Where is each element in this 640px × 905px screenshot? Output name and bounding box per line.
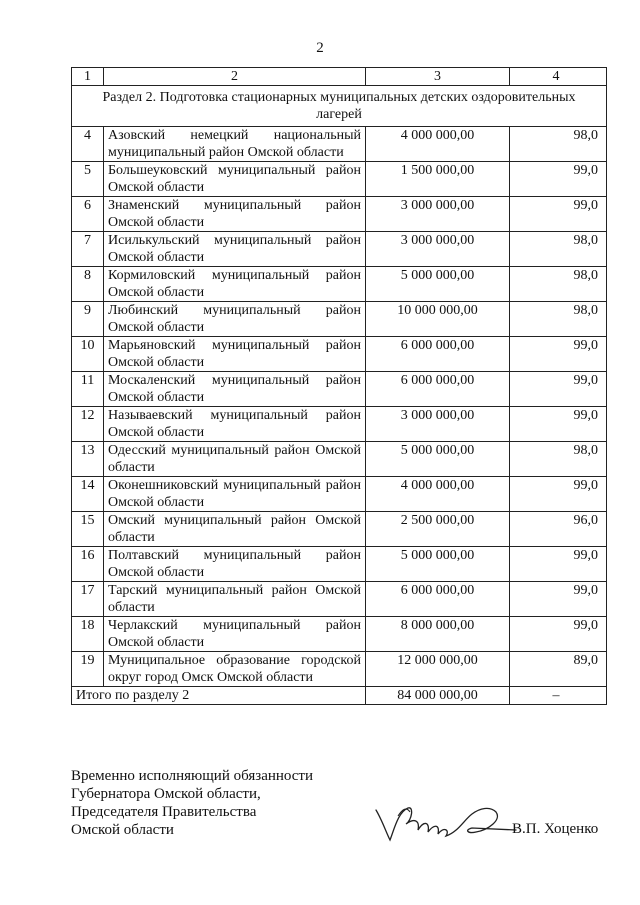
amount-cell: 5 000 000,00 [366,442,510,477]
funding-table [71,67,607,705]
row-number: 8 [72,267,104,302]
table-row [72,232,607,267]
signer-position-line-1: Временно исполняющий обязанности [71,768,314,784]
row-number: 9 [72,302,104,337]
row-number: 12 [72,407,104,442]
handwritten-signature [368,790,518,850]
page-number: 2 [316,40,324,56]
district-name: Москаленский муниципальный район Омской области [104,372,366,407]
header-cell-4: 4 [510,68,607,86]
amount-cell: 5 000 000,00 [366,267,510,302]
percent-cell: 98,0 [510,232,607,267]
percent-cell: 99,0 [510,197,607,232]
section-title-row [72,86,607,127]
table-row [72,477,607,512]
percent-cell: 99,0 [510,162,607,197]
percent-cell: 98,0 [510,442,607,477]
signer-position-line-3: Председателя Правительства [71,804,257,820]
percent-cell: 99,0 [510,337,607,372]
percent-cell: 98,0 [510,127,607,162]
district-name: Полтавский муниципальный район Омской области [104,547,366,582]
table-row [72,547,607,582]
amount-cell: 3 000 000,00 [366,232,510,267]
district-name: Азовский немецкий национальный муниципальный район Омской области [104,127,366,162]
amount-cell: 1 500 000,00 [366,162,510,197]
district-name: Тарский муниципальный район Омской области [104,582,366,617]
total-row [72,687,607,705]
row-number: 15 [72,512,104,547]
table-row [72,302,607,337]
row-number: 10 [72,337,104,372]
table-row [72,337,607,372]
row-number: 4 [72,127,104,162]
amount-cell: 6 000 000,00 [366,337,510,372]
table-row [72,652,607,687]
district-name: Одесский муниципальный район Омской области [104,442,366,477]
percent-cell: 99,0 [510,372,607,407]
table-row [72,512,607,547]
signer-name: В.П. Хоценко [512,821,599,837]
signature-block [71,767,313,839]
signer-position-line-2: Губернатора Омской области, [71,786,261,802]
percent-cell: 99,0 [510,407,607,442]
district-name: Муниципальное образование городской округ город Омск Омской области [104,652,366,687]
amount-cell: 8 000 000,00 [366,617,510,652]
percent-cell: 99,0 [510,547,607,582]
amount-cell: 3 000 000,00 [366,407,510,442]
table-row [72,267,607,302]
header-cell-3: 3 [366,68,510,86]
row-number: 11 [72,372,104,407]
amount-cell: 5 000 000,00 [366,547,510,582]
percent-cell: 96,0 [510,512,607,547]
total-amount: 84 000 000,00 [366,687,510,705]
total-label: Итого по разделу 2 [72,687,366,705]
amount-cell: 10 000 000,00 [366,302,510,337]
amount-cell: 3 000 000,00 [366,197,510,232]
district-name: Знаменский муниципальный район Омской области [104,197,366,232]
amount-cell: 6 000 000,00 [366,582,510,617]
table-row [72,127,607,162]
table-row [72,197,607,232]
percent-cell: 89,0 [510,652,607,687]
header-cell-1: 1 [72,68,104,86]
district-name: Оконешниковский муниципальный район Омской области [104,477,366,512]
row-number: 16 [72,547,104,582]
amount-cell: 12 000 000,00 [366,652,510,687]
district-name: Большеуковский муниципальный район Омской области [104,162,366,197]
percent-cell: 99,0 [510,617,607,652]
row-number: 14 [72,477,104,512]
district-name: Марьяновский муниципальный район Омской области [104,337,366,372]
percent-cell: 98,0 [510,267,607,302]
amount-cell: 6 000 000,00 [366,372,510,407]
district-name: Исилькульский муниципальный район Омской области [104,232,366,267]
row-number: 17 [72,582,104,617]
table-row [72,162,607,197]
row-number: 5 [72,162,104,197]
amount-cell: 4 000 000,00 [366,477,510,512]
row-number: 18 [72,617,104,652]
district-name: Кормиловский муниципальный район Омской области [104,267,366,302]
percent-cell: 99,0 [510,582,607,617]
row-number: 6 [72,197,104,232]
table-row [72,617,607,652]
signer-position-line-4: Омской области [71,822,174,838]
header-cell-2: 2 [104,68,366,86]
table-header-row [72,68,607,86]
row-number: 19 [72,652,104,687]
district-name: Называевский муниципальный район Омской области [104,407,366,442]
table-row [72,372,607,407]
district-name: Черлакский муниципальный район Омской области [104,617,366,652]
percent-cell: 99,0 [510,477,607,512]
amount-cell: 2 500 000,00 [366,512,510,547]
table-row [72,582,607,617]
district-name: Омский муниципальный район Омской области [104,512,366,547]
row-number: 13 [72,442,104,477]
amount-cell: 4 000 000,00 [366,127,510,162]
percent-cell: 98,0 [510,302,607,337]
row-number: 7 [72,232,104,267]
table-row [72,442,607,477]
total-percent: – [510,687,607,705]
section-title: Раздел 2. Подготовка стационарных муниципальных детских оздоровительных лагерей [72,86,607,127]
table-row [72,407,607,442]
district-name: Любинский муниципальный район Омской области [104,302,366,337]
